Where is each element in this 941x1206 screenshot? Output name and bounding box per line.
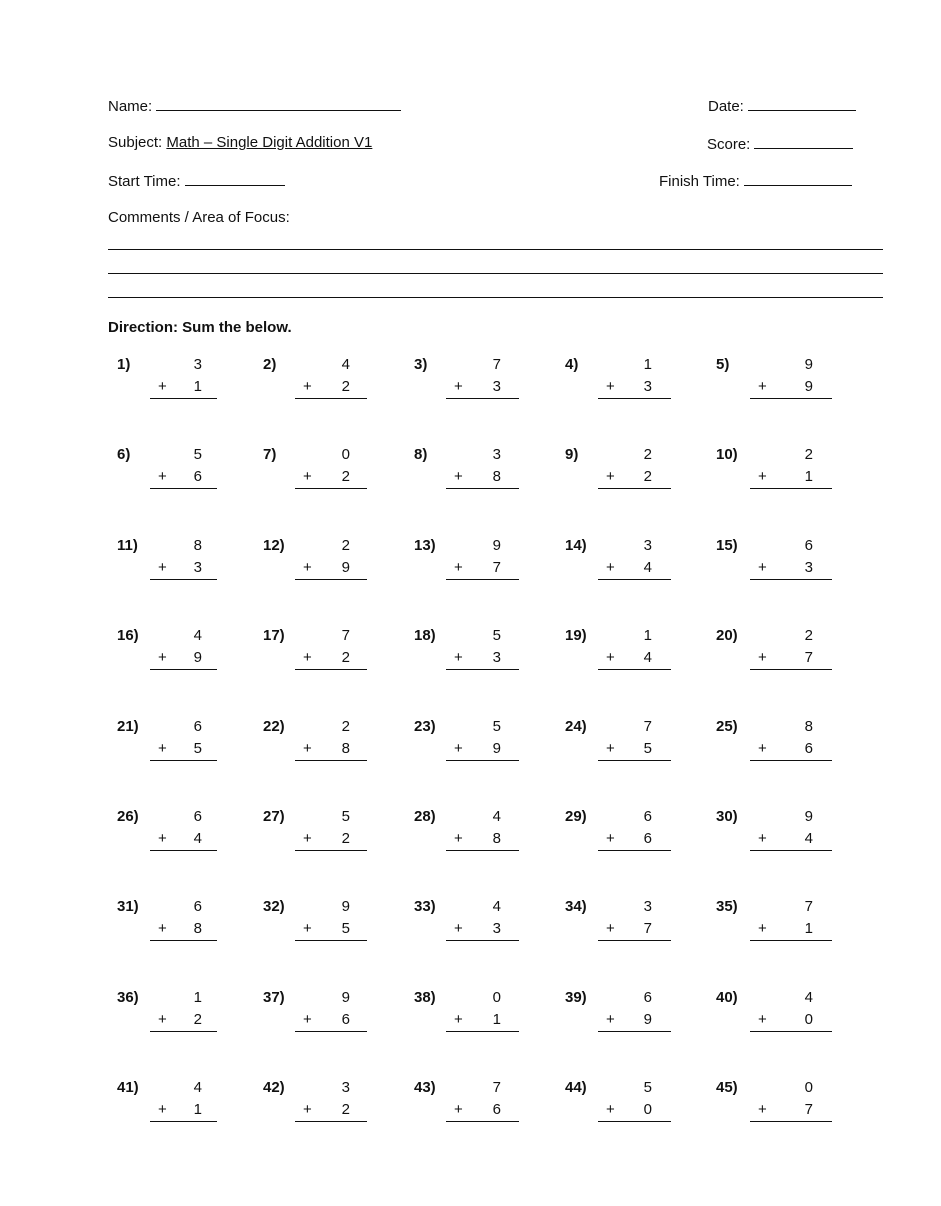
problem-number: 22)	[263, 717, 285, 735]
first-addend: 4	[492, 808, 501, 825]
answer-line[interactable]	[598, 1121, 671, 1122]
second-addend: 6	[804, 739, 813, 757]
problem-number: 9)	[565, 446, 579, 464]
answer-line[interactable]	[446, 579, 519, 580]
answer-line[interactable]	[446, 669, 519, 670]
second-addend: 4	[643, 558, 652, 576]
second-addend: 9	[341, 558, 350, 576]
second-addend: 5	[341, 920, 350, 938]
plus-sign: +	[758, 739, 767, 757]
answer-line[interactable]	[750, 1121, 832, 1122]
first-addend: 4	[341, 356, 350, 373]
plus-sign: +	[303, 1101, 312, 1119]
first-addend: 4	[193, 1079, 202, 1097]
plus-sign: +	[758, 468, 767, 486]
plus-sign: +	[454, 558, 463, 576]
answer-line[interactable]	[446, 1121, 519, 1122]
subject-value: Math – Single Digit Addition V1	[166, 134, 373, 151]
answer-line[interactable]	[750, 398, 832, 399]
plus-sign: +	[758, 558, 767, 576]
problem-number: 25)	[716, 717, 738, 735]
problem-number: 32)	[263, 898, 285, 916]
second-addend: 2	[341, 468, 350, 486]
answer-line[interactable]	[598, 398, 671, 399]
problem-number: 37)	[263, 988, 285, 1006]
problem-number: 21)	[117, 717, 139, 735]
date-field[interactable]	[708, 96, 856, 116]
first-addend: 3	[643, 898, 652, 916]
subject-label: Subject:	[108, 134, 163, 151]
problem-number: 16)	[117, 627, 139, 645]
answer-line[interactable]	[150, 940, 217, 941]
answer-line[interactable]	[750, 579, 832, 580]
second-addend: 3	[643, 378, 652, 395]
plus-sign: +	[454, 830, 463, 847]
first-addend: 6	[193, 717, 202, 735]
first-addend: 3	[341, 1079, 350, 1097]
second-addend: 2	[341, 649, 350, 667]
start-time-label: Start Time:	[108, 173, 181, 190]
problem-number: 45)	[716, 1079, 738, 1097]
name-label: Name:	[108, 98, 153, 115]
first-addend: 1	[193, 988, 202, 1006]
first-addend: 1	[643, 356, 652, 373]
answer-line[interactable]	[295, 1121, 367, 1122]
second-addend: 7	[804, 1101, 813, 1119]
answer-line[interactable]	[598, 488, 671, 489]
plus-sign: +	[303, 468, 312, 486]
answer-line[interactable]	[446, 850, 519, 851]
second-addend: 2	[193, 1010, 202, 1028]
subject-field	[108, 134, 372, 152]
answer-line[interactable]	[750, 850, 832, 851]
problem-number: 33)	[414, 898, 436, 916]
plus-sign: +	[158, 739, 167, 757]
plus-sign: +	[758, 1101, 767, 1119]
second-addend: 3	[492, 920, 501, 938]
plus-sign: +	[303, 830, 312, 847]
plus-sign: +	[606, 378, 615, 395]
answer-line[interactable]	[750, 1031, 832, 1032]
name-field[interactable]	[108, 96, 401, 116]
first-addend: 9	[492, 536, 501, 554]
plus-sign: +	[303, 1010, 312, 1028]
answer-line[interactable]	[295, 398, 367, 399]
problem-number: 10)	[716, 446, 738, 464]
second-addend: 8	[193, 920, 202, 938]
first-addend: 5	[643, 1079, 652, 1097]
first-addend: 7	[492, 356, 501, 373]
problem-number: 35)	[716, 898, 738, 916]
second-addend: 8	[492, 830, 501, 847]
first-addend: 2	[804, 446, 813, 464]
first-addend: 3	[492, 446, 501, 464]
first-addend: 7	[341, 627, 350, 645]
first-addend: 0	[492, 988, 501, 1006]
answer-line[interactable]	[446, 940, 519, 941]
plus-sign: +	[606, 739, 615, 757]
score-label: Score:	[707, 136, 751, 153]
problem-number: 39)	[565, 988, 587, 1006]
problem-number: 43)	[414, 1079, 436, 1097]
problem-number: 19)	[565, 627, 587, 645]
first-addend: 4	[804, 988, 813, 1006]
first-addend: 3	[643, 536, 652, 554]
second-addend: 1	[804, 920, 813, 938]
second-addend: 7	[804, 649, 813, 667]
first-addend: 5	[492, 717, 501, 735]
second-addend: 5	[643, 739, 652, 757]
second-addend: 1	[193, 1101, 202, 1119]
problem-number: 31)	[117, 898, 139, 916]
comments-line[interactable]	[108, 297, 883, 298]
problem-number: 18)	[414, 627, 436, 645]
problem-number: 1)	[117, 356, 131, 373]
answer-line[interactable]	[295, 940, 367, 941]
problem-number: 4)	[565, 356, 579, 373]
plus-sign: +	[454, 1010, 463, 1028]
answer-line[interactable]	[150, 488, 217, 489]
first-addend: 7	[643, 717, 652, 735]
plus-sign: +	[303, 739, 312, 757]
plus-sign: +	[454, 649, 463, 667]
plus-sign: +	[158, 830, 167, 847]
first-addend: 6	[643, 988, 652, 1006]
second-addend: 6	[341, 1010, 350, 1028]
second-addend: 9	[643, 1010, 652, 1028]
second-addend: 4	[643, 649, 652, 667]
second-addend: 6	[643, 830, 652, 847]
problem-number: 34)	[565, 898, 587, 916]
first-addend: 1	[643, 627, 652, 645]
start-time-field[interactable]	[108, 171, 285, 191]
second-addend: 2	[341, 378, 350, 395]
first-addend: 0	[804, 1079, 813, 1097]
first-addend: 9	[341, 988, 350, 1006]
first-addend: 4	[193, 627, 202, 645]
plus-sign: +	[158, 558, 167, 576]
finish-time-label: Finish Time:	[659, 173, 740, 190]
first-addend: 6	[804, 536, 813, 554]
answer-line[interactable]	[150, 1031, 217, 1032]
answer-line[interactable]	[446, 760, 519, 761]
first-addend: 5	[341, 808, 350, 825]
problem-number: 17)	[263, 627, 285, 645]
plus-sign: +	[758, 649, 767, 667]
answer-line[interactable]	[750, 669, 832, 670]
problem-number: 26)	[117, 808, 139, 825]
answer-line[interactable]	[446, 398, 519, 399]
problem-number: 36)	[117, 988, 139, 1006]
second-addend: 5	[193, 739, 202, 757]
second-addend: 0	[643, 1101, 652, 1119]
start-time-blank[interactable]	[185, 171, 285, 186]
answer-line[interactable]	[750, 940, 832, 941]
second-addend: 2	[341, 1101, 350, 1119]
answer-line[interactable]	[598, 669, 671, 670]
answer-line[interactable]	[295, 579, 367, 580]
second-addend: 7	[492, 558, 501, 576]
plus-sign: +	[303, 649, 312, 667]
plus-sign: +	[606, 1010, 615, 1028]
second-addend: 3	[492, 378, 501, 395]
plus-sign: +	[606, 558, 615, 576]
answer-line[interactable]	[750, 488, 832, 489]
plus-sign: +	[158, 920, 167, 938]
answer-line[interactable]	[598, 850, 671, 851]
first-addend: 2	[643, 446, 652, 464]
second-addend: 1	[193, 378, 202, 395]
plus-sign: +	[606, 468, 615, 486]
problem-number: 42)	[263, 1079, 285, 1097]
problem-number: 7)	[263, 446, 277, 464]
answer-line[interactable]	[295, 669, 367, 670]
plus-sign: +	[303, 558, 312, 576]
plus-sign: +	[158, 1101, 167, 1119]
plus-sign: +	[758, 830, 767, 847]
plus-sign: +	[454, 468, 463, 486]
answer-line[interactable]	[150, 760, 217, 761]
first-addend: 9	[804, 356, 813, 373]
problem-number: 13)	[414, 536, 436, 554]
plus-sign: +	[454, 920, 463, 938]
finish-time-field[interactable]	[659, 171, 852, 191]
comments-line[interactable]	[108, 249, 883, 250]
plus-sign: +	[303, 378, 312, 395]
second-addend: 6	[492, 1101, 501, 1119]
second-addend: 2	[643, 468, 652, 486]
problem-number: 28)	[414, 808, 436, 825]
answer-line[interactable]	[446, 488, 519, 489]
problem-number: 12)	[263, 536, 285, 554]
answer-line[interactable]	[150, 579, 217, 580]
answer-line[interactable]	[598, 760, 671, 761]
answer-line[interactable]	[295, 1031, 367, 1032]
second-addend: 9	[804, 378, 813, 395]
plus-sign: +	[606, 830, 615, 847]
problem-number: 41)	[117, 1079, 139, 1097]
problem-number: 5)	[716, 356, 730, 373]
problem-number: 30)	[716, 808, 738, 825]
first-addend: 9	[341, 898, 350, 916]
second-addend: 9	[193, 649, 202, 667]
answer-line[interactable]	[150, 1121, 217, 1122]
answer-line[interactable]	[598, 940, 671, 941]
comments-line[interactable]	[108, 273, 883, 274]
second-addend: 7	[643, 920, 652, 938]
answer-line[interactable]	[295, 760, 367, 761]
answer-line[interactable]	[295, 488, 367, 489]
second-addend: 9	[492, 739, 501, 757]
second-addend: 1	[492, 1010, 501, 1028]
plus-sign: +	[758, 920, 767, 938]
finish-time-blank[interactable]	[744, 171, 852, 186]
score-field[interactable]	[707, 134, 853, 154]
first-addend: 7	[492, 1079, 501, 1097]
problem-number: 3)	[414, 356, 428, 373]
answer-line[interactable]	[150, 669, 217, 670]
first-addend: 5	[492, 627, 501, 645]
second-addend: 6	[193, 468, 202, 486]
first-addend: 4	[492, 898, 501, 916]
first-addend: 8	[804, 717, 813, 735]
problem-number: 15)	[716, 536, 738, 554]
second-addend: 1	[804, 468, 813, 486]
plus-sign: +	[158, 378, 167, 395]
direction-text: Direction: Sum the below.	[108, 319, 292, 336]
plus-sign: +	[454, 378, 463, 395]
second-addend: 2	[341, 830, 350, 847]
problem-number: 2)	[263, 356, 277, 373]
plus-sign: +	[454, 1101, 463, 1119]
first-addend: 2	[341, 536, 350, 554]
answer-line[interactable]	[150, 850, 217, 851]
plus-sign: +	[606, 1101, 615, 1119]
plus-sign: +	[454, 739, 463, 757]
problem-number: 11)	[117, 536, 138, 554]
first-addend: 9	[804, 808, 813, 825]
first-addend: 2	[341, 717, 350, 735]
answer-line[interactable]	[598, 579, 671, 580]
second-addend: 8	[341, 739, 350, 757]
name-blank[interactable]	[156, 96, 401, 111]
problem-number: 8)	[414, 446, 428, 464]
problem-number: 14)	[565, 536, 587, 554]
plus-sign: +	[758, 1010, 767, 1028]
second-addend: 8	[492, 468, 501, 486]
second-addend: 3	[804, 558, 813, 576]
answer-line[interactable]	[295, 850, 367, 851]
first-addend: 2	[804, 627, 813, 645]
plus-sign: +	[606, 649, 615, 667]
answer-line[interactable]	[446, 1031, 519, 1032]
answer-line[interactable]	[150, 398, 217, 399]
problem-number: 23)	[414, 717, 436, 735]
problem-number: 6)	[117, 446, 131, 464]
first-addend: 8	[193, 536, 202, 554]
second-addend: 3	[193, 558, 202, 576]
first-addend: 6	[193, 808, 202, 825]
plus-sign: +	[758, 378, 767, 395]
second-addend: 4	[804, 830, 813, 847]
problem-number: 24)	[565, 717, 587, 735]
problem-number: 38)	[414, 988, 436, 1006]
second-addend: 0	[804, 1010, 813, 1028]
plus-sign: +	[158, 1010, 167, 1028]
first-addend: 6	[193, 898, 202, 916]
first-addend: 6	[643, 808, 652, 825]
plus-sign: +	[303, 920, 312, 938]
answer-line[interactable]	[750, 760, 832, 761]
first-addend: 7	[804, 898, 813, 916]
date-label: Date:	[708, 98, 744, 115]
problem-number: 29)	[565, 808, 587, 825]
problem-number: 40)	[716, 988, 738, 1006]
plus-sign: +	[606, 920, 615, 938]
comments-label: Comments / Area of Focus:	[108, 209, 290, 226]
problem-number: 27)	[263, 808, 285, 825]
plus-sign: +	[158, 468, 167, 486]
problem-number: 44)	[565, 1079, 587, 1097]
second-addend: 4	[193, 830, 202, 847]
first-addend: 0	[341, 446, 350, 464]
first-addend: 5	[193, 446, 202, 464]
score-blank[interactable]	[754, 134, 853, 149]
first-addend: 3	[193, 356, 202, 373]
problem-number: 20)	[716, 627, 738, 645]
plus-sign: +	[158, 649, 167, 667]
date-blank[interactable]	[748, 96, 856, 111]
second-addend: 3	[492, 649, 501, 667]
answer-line[interactable]	[598, 1031, 671, 1032]
